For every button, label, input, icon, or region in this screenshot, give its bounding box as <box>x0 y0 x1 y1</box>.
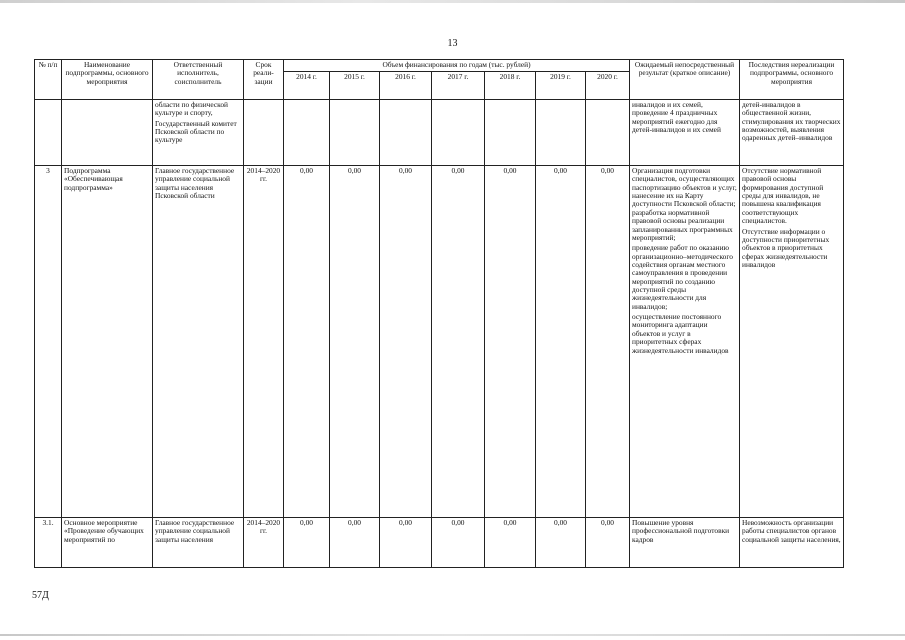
row-value <box>330 100 380 166</box>
expected-part: осуществление постоянного мониторинга адаптации объектов и услуг в приоритетных сферах жизнедеятельности инвалидов <box>632 312 729 355</box>
row-value <box>485 100 536 166</box>
header-year: 2014 г. <box>284 72 330 100</box>
row-responsible: Главное государственное управление социальной защиты населения Псковской области <box>153 166 244 518</box>
row-value: 0,00 <box>432 518 485 568</box>
header-year: 2017 г. <box>432 72 485 100</box>
row-num <box>35 100 62 166</box>
table-row <box>35 518 844 568</box>
row-responsible <box>153 100 244 166</box>
header-consequences: Последствия нереализации подпрограммы, основного мероприятия <box>740 60 844 100</box>
row-consequences: Невозможность организации работы специалистов органов социальной защиты населения, <box>740 518 844 568</box>
header-year: 2018 г. <box>485 72 536 100</box>
row-value <box>380 100 432 166</box>
page-number: 13 <box>447 38 458 49</box>
row-term <box>244 100 284 166</box>
row-value: 0,00 <box>330 166 380 518</box>
footer-code: 57Д <box>32 590 49 601</box>
row-num: 3 <box>35 166 62 518</box>
row-value <box>432 100 485 166</box>
row-value <box>586 100 630 166</box>
consequences-part: Отсутствие информации о доступности приоритетных объектов в приоритетных сферах жизнедеятельности инвалидов <box>742 226 830 269</box>
row-value: 0,00 <box>330 518 380 568</box>
row-term: 2014–2020 гг. <box>244 518 284 568</box>
row-value: 0,00 <box>432 166 485 518</box>
row-term: 2014–2020 гг. <box>244 166 284 518</box>
row-expected: Повышение уровня профессиональной подготовки кадров <box>630 518 740 568</box>
program-table <box>34 59 844 568</box>
row-value: 0,00 <box>485 518 536 568</box>
header-year: 2016 г. <box>380 72 432 100</box>
row-expected: инвалидов и их семей, проведение 4 праздничных мероприятий ежегодно для детей-инвалидов и их семей <box>630 100 740 166</box>
row-value: 0,00 <box>536 166 586 518</box>
header-name: Наименование подпрограммы, основного мероприятия <box>62 60 153 100</box>
header-num: № п/п <box>35 60 62 100</box>
responsible-part: области по физической культуре и спорту, <box>155 100 228 118</box>
header-responsible: Ответственный исполнитель, соисполнитель <box>153 60 244 100</box>
row-value: 0,00 <box>536 518 586 568</box>
row-value: 0,00 <box>284 166 330 518</box>
row-value: 0,00 <box>586 518 630 568</box>
table-row <box>35 100 844 166</box>
table-row <box>35 166 844 518</box>
consequences-part: Отсутствие нормативной правовой основы формирования доступной среды для инвалидов, не повышена квалификация соответствующих специалистов. <box>742 166 824 226</box>
header-term: Срок реали-зации <box>244 60 284 100</box>
row-responsible: Главное государственное управление социальной защиты населения <box>153 518 244 568</box>
row-value: 0,00 <box>586 166 630 518</box>
row-consequences: детей-инвалидов в общественной жизни, стимулирования их творческих возможностей, выявления одаренных детей–инвалидов <box>740 100 844 166</box>
header-year: 2019 г. <box>536 72 586 100</box>
row-value: 0,00 <box>380 518 432 568</box>
scan-edge-top <box>0 0 905 3</box>
row-name: Подпрограмма «Обеспечивающая подпрограмма» <box>62 166 153 518</box>
row-value: 0,00 <box>284 518 330 568</box>
row-value <box>536 100 586 166</box>
row-value <box>284 100 330 166</box>
row-num: 3.1. <box>35 518 62 568</box>
row-value: 0,00 <box>380 166 432 518</box>
header-expected: Ожидаемый непосредственный результат (краткое описание) <box>630 60 740 100</box>
row-expected <box>630 166 740 518</box>
header-funding: Объем финансирования по годам (тыс. рублей) <box>284 60 630 72</box>
header-year: 2020 г. <box>586 72 630 100</box>
row-value: 0,00 <box>485 166 536 518</box>
header-year: 2015 г. <box>330 72 380 100</box>
row-name: Основное мероприятие «Проведение обучающих мероприятий по <box>62 518 153 568</box>
row-name <box>62 100 153 166</box>
responsible-part: Государственный комитет Псковской области по культуре <box>155 118 237 145</box>
row-consequences <box>740 166 844 518</box>
scan-edge-bottom <box>0 634 905 636</box>
expected-part: проведение работ по оказанию организационно–методического содействия органам местного самоуправления в проведении мероприятий по созданию доступной среды жизнедеятельности для инвалидов; <box>632 243 733 311</box>
expected-part: Организация подготовки специалистов, осуществляющих паспортизацию объектов и услуг, нанесение их на Карту доступности Псковской области; разработка нормативной правовой основы реализации запланированных программных мероприятий; <box>632 166 737 242</box>
